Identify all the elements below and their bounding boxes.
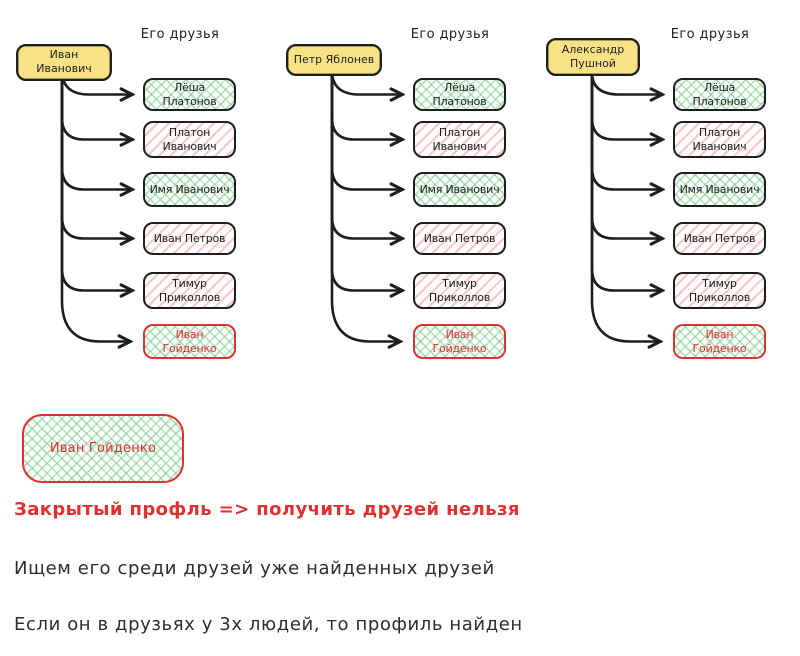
note-search-strategy: Ищем его среди друзей уже найденных друзей	[14, 558, 495, 579]
friends-label: Его друзья	[670, 27, 750, 42]
arrow	[592, 74, 659, 342]
friend-node: Лёша Платонов	[413, 78, 506, 111]
arrow	[332, 72, 401, 140]
friend-node: Лёша Платонов	[673, 78, 766, 111]
arrow	[592, 74, 661, 239]
friend-node: Платон Иванович	[413, 121, 506, 158]
arrow	[62, 72, 129, 342]
note-closed-profile: Закрытый профль => получить друзей нельзя	[14, 499, 520, 520]
friend-node: Платон Иванович	[143, 121, 236, 158]
arrow	[62, 72, 131, 291]
friend-node: Иван Петров	[143, 222, 236, 255]
arrow	[592, 74, 661, 95]
friend-graph-column-3	[530, 0, 775, 385]
friend-graph-column-2	[270, 0, 515, 385]
root-person-node: Александр Пушной	[546, 38, 640, 76]
arrow	[62, 72, 131, 140]
friends-label: Его друзья	[410, 27, 490, 42]
friend-graph-column-1	[0, 0, 245, 385]
root-person-node: Иван Иванович	[16, 44, 112, 81]
friend-node: Имя Иванович	[673, 172, 766, 207]
blocked-friend-node: Иван Гойденко	[673, 324, 766, 359]
friend-node: Имя Иванович	[143, 172, 236, 207]
arrow	[62, 72, 131, 239]
friend-node: Тимур Приколлов	[673, 272, 766, 309]
friend-node: Лёша Платонов	[143, 78, 236, 111]
friend-node: Иван Петров	[673, 222, 766, 255]
friend-node: Иван Петров	[413, 222, 506, 255]
friend-node: Тимур Приколлов	[413, 272, 506, 309]
blocked-friend-node: Иван Гойденко	[413, 324, 506, 359]
blocked-profile-callout: Иван Гойденко	[22, 414, 184, 483]
arrow	[332, 72, 401, 239]
root-person-node: Петр Яблонев	[286, 44, 382, 76]
blocked-friend-node: Иван Гойденко	[143, 324, 236, 359]
arrow	[592, 74, 661, 140]
arrow	[332, 72, 401, 291]
friend-node: Имя Иванович	[413, 172, 506, 207]
friends-label: Его друзья	[140, 27, 220, 42]
arrow	[592, 74, 661, 291]
arrow	[332, 72, 399, 342]
friend-node: Платон Иванович	[673, 121, 766, 158]
note-match-rule: Если он в друзьях у 3х людей, то профиль найден	[14, 614, 523, 635]
friend-node: Тимур Приколлов	[143, 272, 236, 309]
